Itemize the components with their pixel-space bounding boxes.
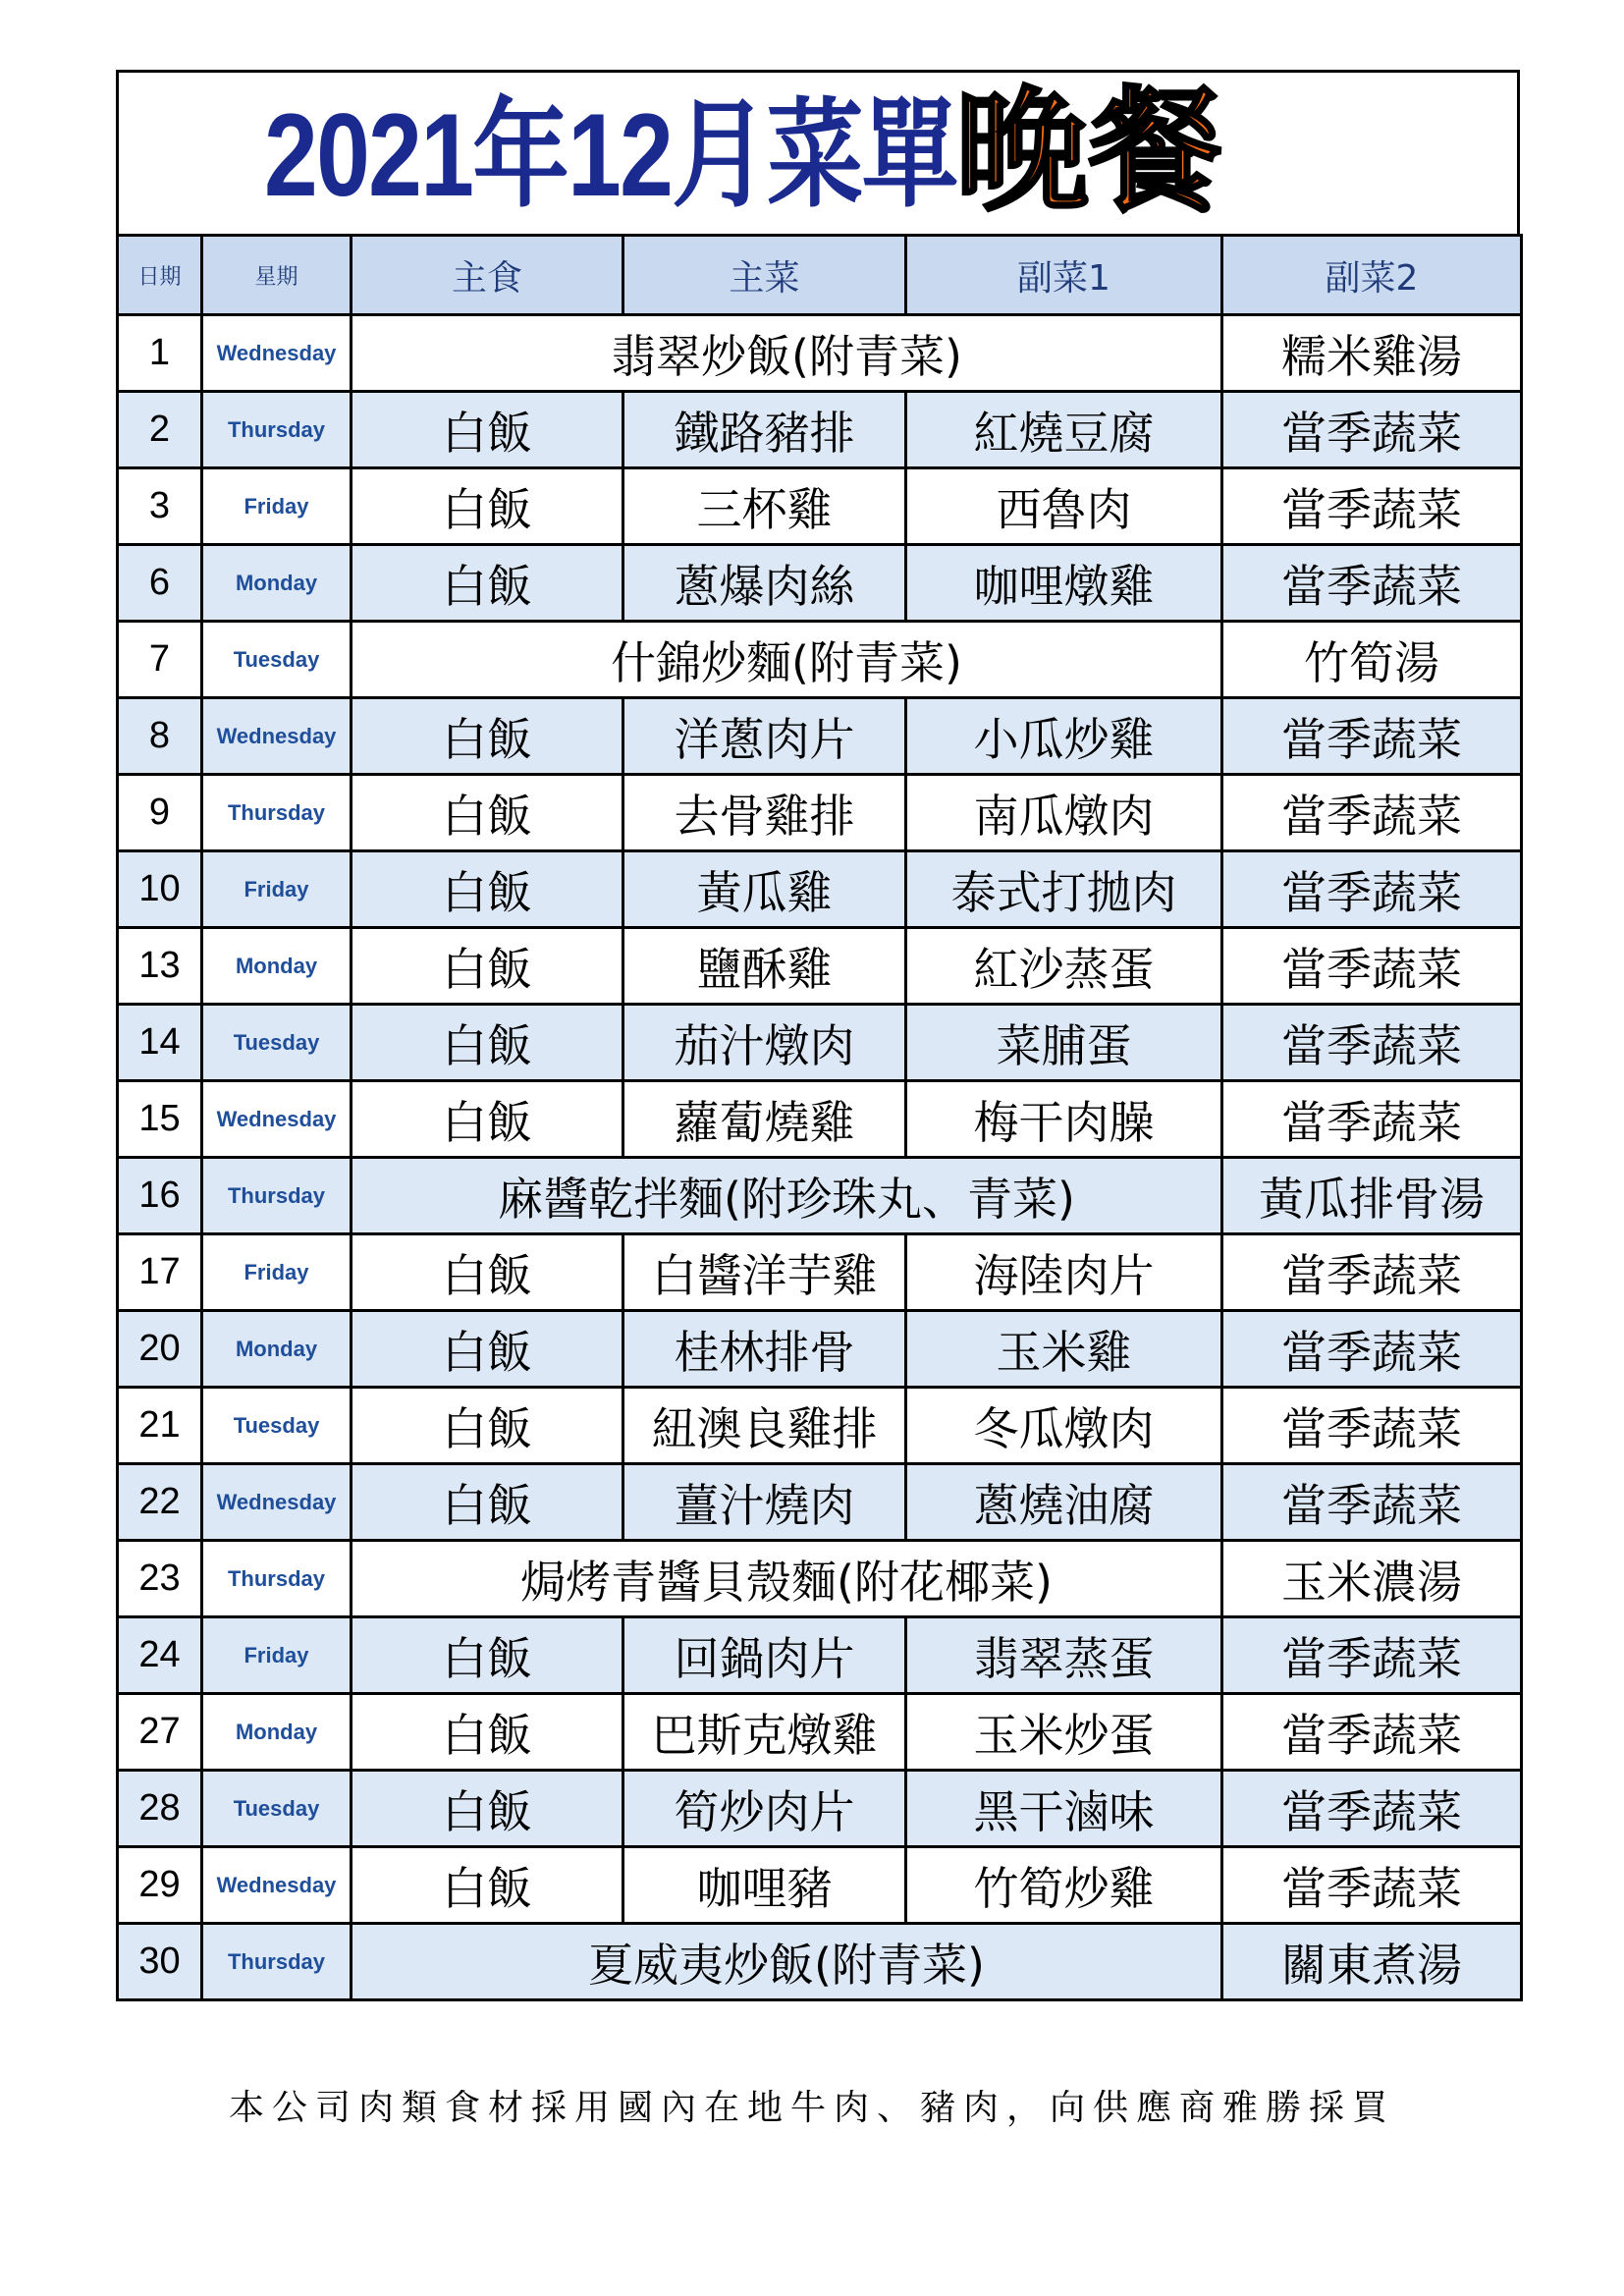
- main-dish-cell: 三杯雞: [623, 468, 906, 545]
- table-row: [118, 1005, 1522, 1081]
- table-row: [118, 1541, 1522, 1617]
- side2-cell: 當季蔬菜: [1222, 1464, 1522, 1541]
- main-dish-cell: 去骨雞排: [623, 775, 906, 851]
- side1-cell: 西魯肉: [906, 468, 1222, 545]
- staple-cell: 白飯: [352, 1234, 623, 1311]
- side2-cell: 當季蔬菜: [1222, 775, 1522, 851]
- header-date: 日期: [118, 236, 202, 315]
- weekday-cell: Tuesday: [202, 1388, 352, 1464]
- day-cell: 13: [118, 928, 202, 1005]
- day-cell: 17: [118, 1234, 202, 1311]
- weekday-cell: Thursday: [202, 1158, 352, 1234]
- staple-cell: 白飯: [352, 1771, 623, 1847]
- day-cell: 24: [118, 1617, 202, 1694]
- weekday-cell: Thursday: [202, 392, 352, 468]
- staple-cell: 白飯: [352, 1005, 623, 1081]
- side2-cell: 關東煮湯: [1222, 1924, 1522, 2000]
- day-cell: 2: [118, 392, 202, 468]
- header-row: [118, 236, 1522, 315]
- main-dish-cell: 鐵路豬排: [623, 392, 906, 468]
- header-weekday: 星期: [202, 236, 352, 315]
- day-cell: 9: [118, 775, 202, 851]
- staple-cell: 白飯: [352, 928, 623, 1005]
- main-dish-cell: 蔥爆肉絲: [623, 545, 906, 622]
- side1-cell: 冬瓜燉肉: [906, 1388, 1222, 1464]
- table-row: [118, 1081, 1522, 1158]
- side1-cell: 紅沙蒸蛋: [906, 928, 1222, 1005]
- side2-cell: 黃瓜排骨湯: [1222, 1158, 1522, 1234]
- side1-cell: 南瓜燉肉: [906, 775, 1222, 851]
- main-dish-cell: 桂林排骨: [623, 1311, 906, 1388]
- day-cell: 7: [118, 622, 202, 698]
- staple-cell: 白飯: [352, 1081, 623, 1158]
- main-dish-cell: 洋蔥肉片: [623, 698, 906, 775]
- weekday-cell: Wednesday: [202, 1081, 352, 1158]
- staple-cell: 白飯: [352, 1694, 623, 1771]
- staple-cell: 白飯: [352, 392, 623, 468]
- side1-cell: 蔥燒油腐: [906, 1464, 1222, 1541]
- combined-meal-cell: 麻醬乾拌麵(附珍珠丸、青菜): [352, 1158, 1222, 1234]
- weekday-cell: Wednesday: [202, 315, 352, 392]
- weekday-cell: Tuesday: [202, 1771, 352, 1847]
- main-dish-cell: 白醬洋芋雞: [623, 1234, 906, 1311]
- main-dish-cell: 回鍋肉片: [623, 1617, 906, 1694]
- weekday-cell: Wednesday: [202, 1847, 352, 1924]
- weekday-cell: Friday: [202, 1617, 352, 1694]
- main-dish-cell: 筍炒肉片: [623, 1771, 906, 1847]
- weekday-cell: Thursday: [202, 1541, 352, 1617]
- side2-cell: 當季蔬菜: [1222, 851, 1522, 928]
- side2-cell: 糯米雞湯: [1222, 315, 1522, 392]
- combined-meal-cell: 什錦炒麵(附青菜): [352, 622, 1222, 698]
- side2-cell: 當季蔬菜: [1222, 392, 1522, 468]
- table-row: [118, 928, 1522, 1005]
- side2-cell: 竹筍湯: [1222, 622, 1522, 698]
- side2-cell: 當季蔬菜: [1222, 1771, 1522, 1847]
- day-cell: 22: [118, 1464, 202, 1541]
- table-row: [118, 1694, 1522, 1771]
- day-cell: 10: [118, 851, 202, 928]
- day-cell: 28: [118, 1771, 202, 1847]
- side2-cell: 當季蔬菜: [1222, 1005, 1522, 1081]
- menu-body: [118, 315, 1522, 2000]
- weekday-cell: Friday: [202, 468, 352, 545]
- day-cell: 3: [118, 468, 202, 545]
- table-row: [118, 1847, 1522, 1924]
- side2-cell: 玉米濃湯: [1222, 1541, 1522, 1617]
- header-main-dish: 主菜: [623, 236, 906, 315]
- staple-cell: 白飯: [352, 1311, 623, 1388]
- combined-meal-cell: 焗烤青醬貝殼麵(附花椰菜): [352, 1541, 1222, 1617]
- weekday-cell: Thursday: [202, 775, 352, 851]
- side1-cell: 泰式打拋肉: [906, 851, 1222, 928]
- main-dish-cell: 薑汁燒肉: [623, 1464, 906, 1541]
- table-row: [118, 1464, 1522, 1541]
- day-cell: 16: [118, 1158, 202, 1234]
- side2-cell: 當季蔬菜: [1222, 545, 1522, 622]
- header-side1: 副菜1: [906, 236, 1222, 315]
- side2-cell: 當季蔬菜: [1222, 1081, 1522, 1158]
- side1-cell: 梅干肉臊: [906, 1081, 1222, 1158]
- table-row: [118, 1311, 1522, 1388]
- staple-cell: 白飯: [352, 1464, 623, 1541]
- day-cell: 8: [118, 698, 202, 775]
- staple-cell: 白飯: [352, 545, 623, 622]
- day-cell: 21: [118, 1388, 202, 1464]
- day-cell: 6: [118, 545, 202, 622]
- table-row: [118, 1771, 1522, 1847]
- weekday-cell: Friday: [202, 1234, 352, 1311]
- weekday-cell: Monday: [202, 545, 352, 622]
- weekday-cell: Tuesday: [202, 1005, 352, 1081]
- day-cell: 27: [118, 1694, 202, 1771]
- day-cell: 14: [118, 1005, 202, 1081]
- table-row: [118, 468, 1522, 545]
- footer-note: 本公司肉類食材採用國內在地牛肉、豬肉，向供應商雅勝採買: [228, 2088, 1395, 2128]
- day-cell: 30: [118, 1924, 202, 2000]
- table-row: [118, 392, 1522, 468]
- side1-cell: 海陸肉片: [906, 1234, 1222, 1311]
- weekday-cell: Monday: [202, 1311, 352, 1388]
- table-row: [118, 1234, 1522, 1311]
- side2-cell: 當季蔬菜: [1222, 1388, 1522, 1464]
- table-row: [118, 1158, 1522, 1234]
- side2-cell: 當季蔬菜: [1222, 468, 1522, 545]
- side1-cell: 玉米炒蛋: [906, 1694, 1222, 1771]
- title-box: [116, 70, 1520, 234]
- staple-cell: 白飯: [352, 1388, 623, 1464]
- staple-cell: 白飯: [352, 851, 623, 928]
- main-dish-cell: 鹽酥雞: [623, 928, 906, 1005]
- weekday-cell: Wednesday: [202, 1464, 352, 1541]
- side1-cell: 玉米雞: [906, 1311, 1222, 1388]
- menu-sheet: [116, 70, 1520, 2001]
- main-dish-cell: 蘿蔔燒雞: [623, 1081, 906, 1158]
- side1-cell: 翡翠蒸蛋: [906, 1617, 1222, 1694]
- side1-cell: 紅燒豆腐: [906, 392, 1222, 468]
- table-row: [118, 315, 1522, 392]
- table-row: [118, 698, 1522, 775]
- staple-cell: 白飯: [352, 698, 623, 775]
- weekday-cell: Wednesday: [202, 698, 352, 775]
- day-cell: 15: [118, 1081, 202, 1158]
- meal-title: 晚餐: [955, 75, 1222, 230]
- combined-meal-cell: 夏威夷炒飯(附青菜): [352, 1924, 1222, 2000]
- header-side2: 副菜2: [1222, 236, 1522, 315]
- main-dish-cell: 紐澳良雞排: [623, 1388, 906, 1464]
- day-cell: 23: [118, 1541, 202, 1617]
- side2-cell: 當季蔬菜: [1222, 1234, 1522, 1311]
- weekday-cell: Monday: [202, 928, 352, 1005]
- side1-cell: 竹筍炒雞: [906, 1847, 1222, 1924]
- side1-cell: 咖哩燉雞: [906, 545, 1222, 622]
- side2-cell: 當季蔬菜: [1222, 1694, 1522, 1771]
- weekday-cell: Friday: [202, 851, 352, 928]
- day-cell: 20: [118, 1311, 202, 1388]
- page-title: 2021年12月菜單: [264, 89, 957, 221]
- day-cell: 29: [118, 1847, 202, 1924]
- main-dish-cell: 咖哩豬: [623, 1847, 906, 1924]
- staple-cell: 白飯: [352, 1847, 623, 1924]
- staple-cell: 白飯: [352, 468, 623, 545]
- day-cell: 1: [118, 315, 202, 392]
- side2-cell: 當季蔬菜: [1222, 698, 1522, 775]
- table-row: [118, 1617, 1522, 1694]
- side1-cell: 小瓜炒雞: [906, 698, 1222, 775]
- menu-table: [116, 234, 1523, 2001]
- main-dish-cell: 巴斯克燉雞: [623, 1694, 906, 1771]
- table-row: [118, 622, 1522, 698]
- combined-meal-cell: 翡翠炒飯(附青菜): [352, 315, 1222, 392]
- table-row: [118, 851, 1522, 928]
- side2-cell: 當季蔬菜: [1222, 1311, 1522, 1388]
- side1-cell: 菜脯蛋: [906, 1005, 1222, 1081]
- main-dish-cell: 茄汁燉肉: [623, 1005, 906, 1081]
- table-row: [118, 1388, 1522, 1464]
- staple-cell: 白飯: [352, 775, 623, 851]
- header-staple: 主食: [352, 236, 623, 315]
- side2-cell: 當季蔬菜: [1222, 1617, 1522, 1694]
- staple-cell: 白飯: [352, 1617, 623, 1694]
- table-row: [118, 775, 1522, 851]
- main-dish-cell: 黃瓜雞: [623, 851, 906, 928]
- side1-cell: 黑干滷味: [906, 1771, 1222, 1847]
- weekday-cell: Monday: [202, 1694, 352, 1771]
- side2-cell: 當季蔬菜: [1222, 1847, 1522, 1924]
- weekday-cell: Thursday: [202, 1924, 352, 2000]
- table-row: [118, 1924, 1522, 2000]
- table-row: [118, 545, 1522, 622]
- side2-cell: 當季蔬菜: [1222, 928, 1522, 1005]
- weekday-cell: Tuesday: [202, 622, 352, 698]
